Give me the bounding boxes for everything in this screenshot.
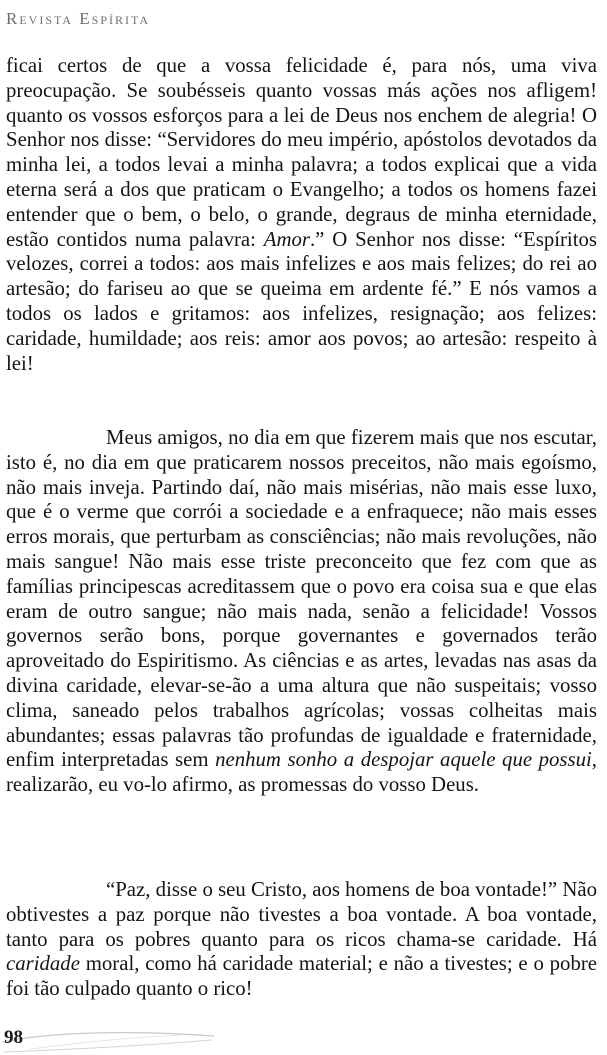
text-run: .” O Senhor nos disse: “Espíritos velozes, correi a todos: aos mais infelizes e aos mais felizes; do rei ao artesão; do fariseu ao que se queima em ardente fé.” E nós vamos a todos os lados e gritamos: aos infelizes, resignação; aos felizes: caridade, humildade; aos reis: amor aos povos; ao artesão: respeito à lei! — [6, 227, 597, 375]
text-run: , realizarão, eu vo-lo afirmo, as promessas do vosso Deus. — [6, 748, 597, 797]
page-ornament-swoosh — [0, 1022, 220, 1055]
text-run: moral, como há caridade material; e não a tivestes; e o pobre foi tão culpado quanto o rico! — [6, 952, 597, 1001]
page-number: 98 — [4, 1027, 23, 1048]
italic-text: Amor — [263, 227, 310, 251]
body-text-block — [6, 54, 597, 376]
text-run: Meus amigos, no dia em que fizerem mais que nos escutar, isto é, no dia em que praticarem nossos preceitos, não mais egoísmo, não mais inveja. Partindo daí, não mais misérias, não mais esse luxo, que é o verme que corrói a sociedade e a enfraquece; não mais esses erros morais, que perturbam as consciências; não mais revoluções, não mais sangue! Não mais esse triste preconceito que fez com que as famílias principescas acreditassem que o povo era coisa sua e que elas eram de outro sangue; não mais nada, senão a felicidade! Vossos governos serão bons, porque governantes e governados terão aproveitado do Espiritismo. As ciências e as artes, levadas nas asas da divina caridade, elevar-se-ão a uma altura que não suspeitais; vosso clima, saneado pelos trabalhos agrícolas; vossas colheitas mais abundantes; essas palavras tão profundas de igualdade e fraternidade, enfim interpretadas sem — [6, 426, 597, 772]
body-text-block — [6, 878, 597, 1002]
paragraph — [6, 878, 597, 1002]
paragraph — [6, 426, 597, 798]
text-run: “Paz, disse o seu Cristo, aos homens de boa vontade!” Não obtivestes a paz porque não tivestes a boa vontade. A boa vontade, tanto para os pobres quanto para os ricos chama-se caridade. Há — [6, 878, 597, 951]
text-run: ficai certos de que a vossa felicidade é, para nós, uma viva preocupação. Se soubésseis quanto vossas más ações nos afligem! quanto os vossos esforços para a lei de Deus nos enchem de alegria! O Senhor nos disse: “Servidores do meu império, apóstolos devotados da minha lei, a todos levai a minha palavra; a todos explicai que a vida eterna será a dos que praticam o Evangelho; a todos os homens fazei entender que o bem, o belo, o grande, degraus de minha eternidade, estão contidos numa palavra: — [6, 54, 597, 251]
italic-text: nenhum sonho a despojar aquele que possui — [215, 748, 592, 772]
paragraph — [6, 54, 597, 376]
body-text-block — [6, 426, 597, 798]
running-header-title: Revista Espírita — [6, 9, 151, 28]
italic-text: caridade — [6, 952, 80, 976]
